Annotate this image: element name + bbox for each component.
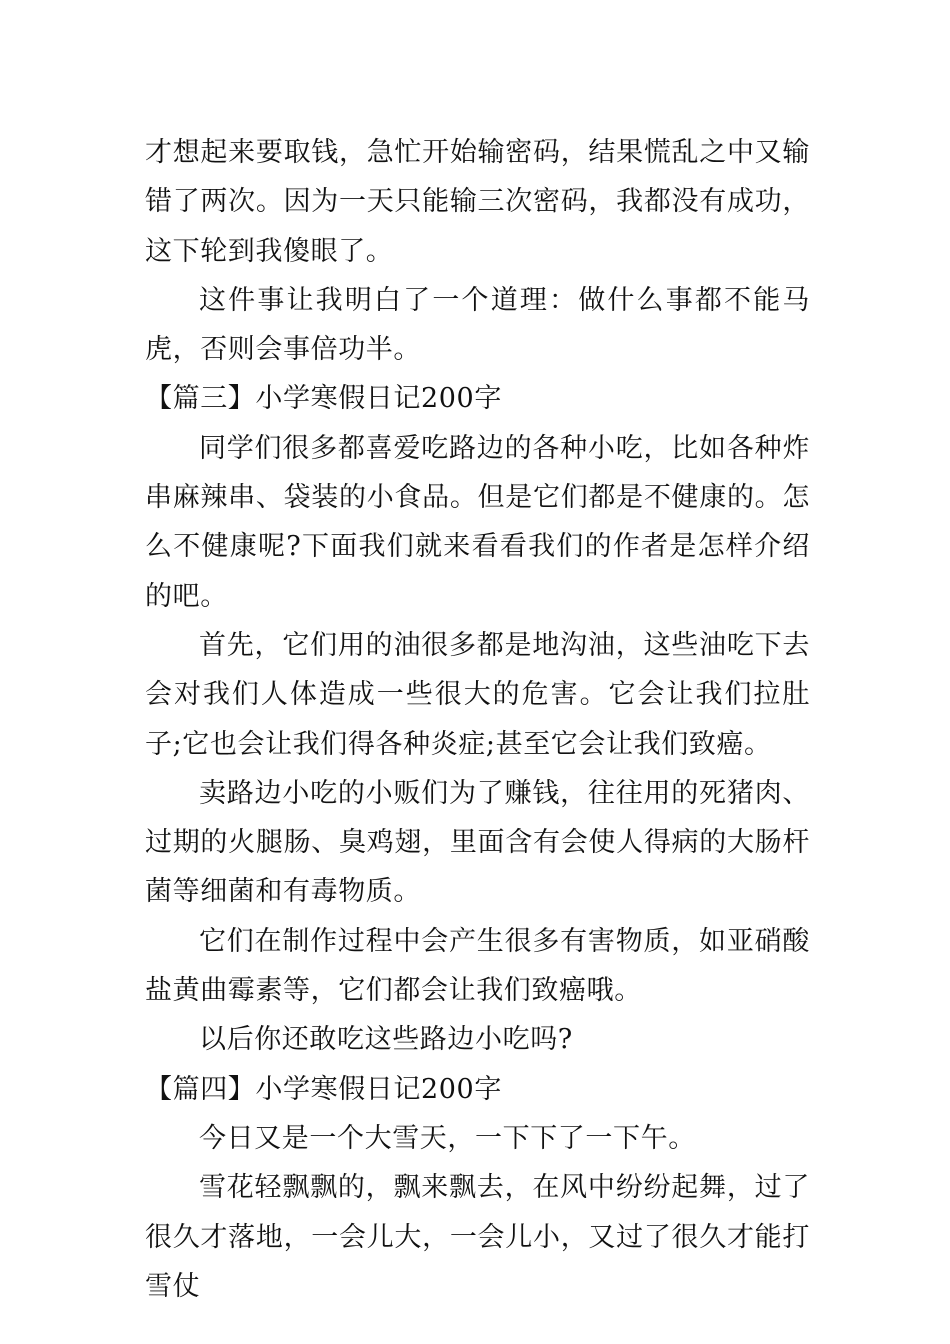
paragraph: 首先，它们用的油很多都是地沟油，这些油吃下去会对我们人体造成一些很大的危害。它会让我们拉肚子;它也会让我们得各种炎症;甚至它会让我们致癌。 [145, 629, 810, 760]
paragraph: 它们在制作过程中会产生很多有害物质，如亚硝酸盐黄曲霉素等，它们都会让我们致癌哦。 [145, 925, 810, 1007]
paragraph: 雪花轻飘飘的，飘来飘去，在风中纷纷起舞，过了很久才落地，一会儿大，一会儿小，又过了很久才能打雪仗 [145, 1172, 810, 1302]
document-body [145, 128, 810, 1311]
section-heading-3: 【篇三】小学寒假日记200字 [145, 383, 502, 415]
paragraph: 今日又是一个大雪天，一下下了一下午。 [199, 1122, 696, 1154]
paragraph: 以后你还敢吃这些路边小吃吗? [199, 1024, 573, 1056]
section-heading-4: 【篇四】小学寒假日记200字 [145, 1073, 502, 1105]
paragraph-continuation: 才想起来要取钱，急忙开始输密码，结果慌乱之中又输错了两次。因为一天只能输三次密码，我都没有成功，这下轮到我傻眼了。 [145, 137, 810, 267]
paragraph: 卖路边小吃的小贩们为了赚钱，往往用的死猪肉、过期的火腿肠、臭鸡翅，里面含有会使人得病的大肠杆菌等细菌和有毒物质。 [145, 777, 810, 908]
paragraph: 同学们很多都喜爱吃路边的各种小吃，比如各种炸串麻辣串、袋装的小食品。但是它们都是不健康的。怎么不健康呢?下面我们就来看看我们的作者是怎样介绍的吧。 [145, 432, 810, 612]
paragraph: 这件事让我明白了一个道理：做什么事都不能马虎，否则会事倍功半。 [145, 284, 810, 366]
